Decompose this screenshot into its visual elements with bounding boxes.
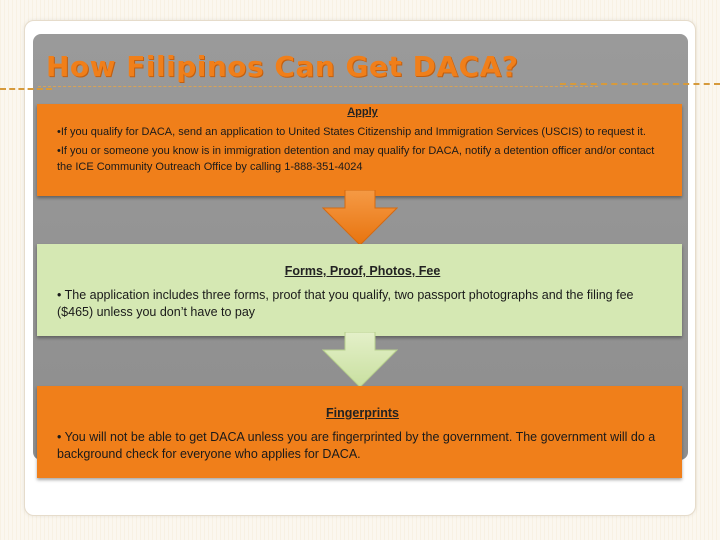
step-apply-bullet-1: •If you qualify for DACA, send an application to United States Citizenship and Immigration Services (USCIS) to request it. <box>57 126 646 138</box>
step-fingerprints-bullet-1: • You will not be able to get DACA unless you are fingerprinted by the government. The government will do a background check for everyone who applies for DACA. <box>57 430 656 461</box>
step-forms-bullet-1: • The application includes three forms, proof that you qualify, two passport photographs and the filing fee ($465) unless you don’t have to pay <box>57 288 634 319</box>
step-fingerprints-heading: Fingerprints <box>326 406 399 420</box>
step-apply-heading: Apply <box>347 106 378 118</box>
step-forms-heading: Forms, Proof, Photos, Fee <box>284 264 441 278</box>
step-apply-bullet-2: •If you or someone you know is in immigration detention and may qualify for DACA, notify a detention officer and/or contact the ICE Community Outreach Office by calling 1-888-351-4024 <box>57 144 655 173</box>
decorative-dash-right <box>560 83 720 85</box>
down-arrow-icon <box>322 332 398 388</box>
decorative-dash-middle <box>38 86 598 87</box>
step-apply-box <box>37 104 682 196</box>
slide-title: How Filipinos Can Get DACA? <box>46 50 519 83</box>
down-arrow-icon <box>322 190 398 246</box>
step-forms-box <box>37 244 682 336</box>
decorative-dash-left <box>0 88 52 90</box>
step-fingerprints-box <box>37 386 682 478</box>
